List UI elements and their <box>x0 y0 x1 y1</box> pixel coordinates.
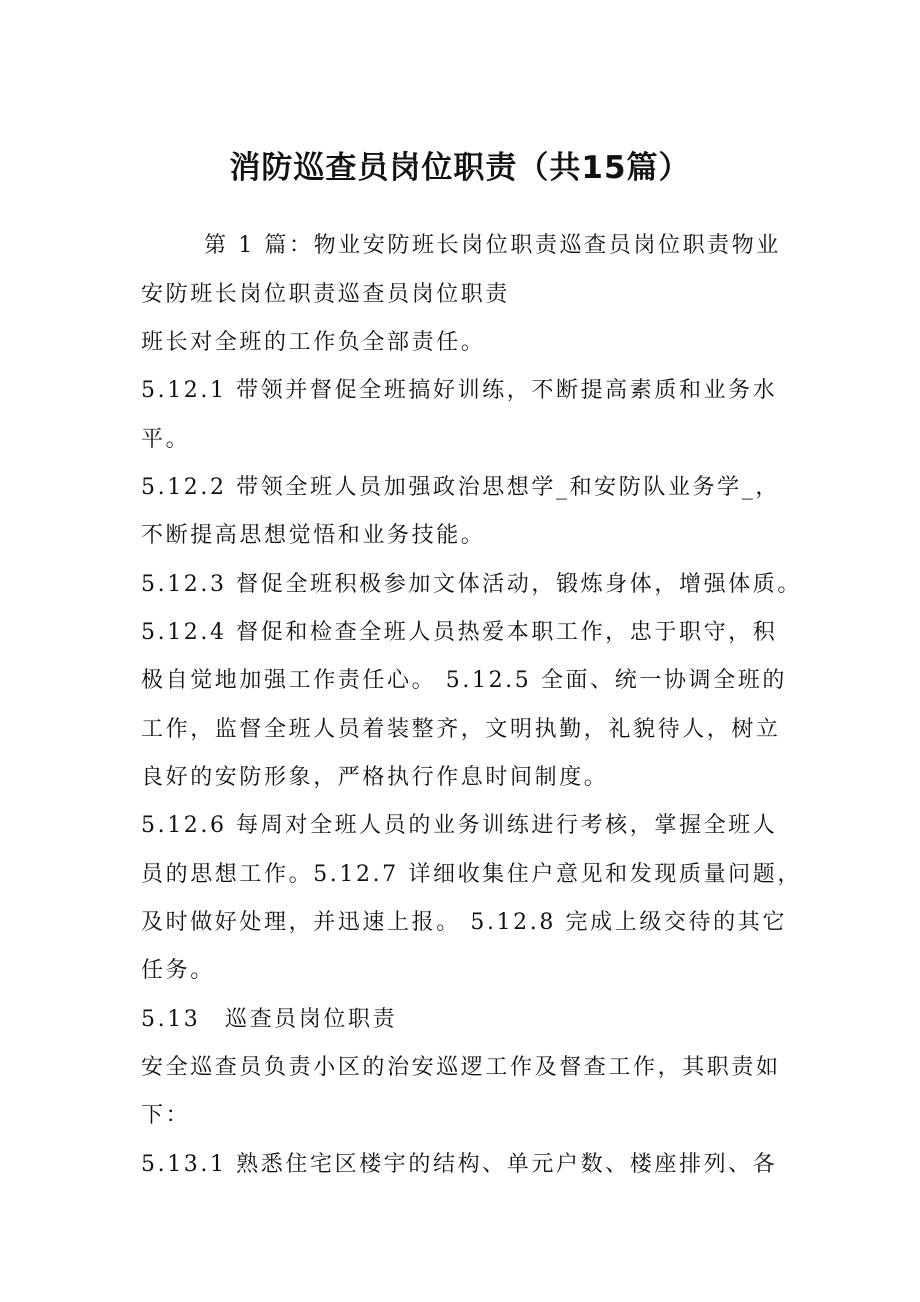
document-title: 消防巡查员岗位职责（共15篇） <box>229 150 691 186</box>
text-line: 不断提高思想觉悟和业务技能。 <box>141 523 486 548</box>
text-line: 5.12.6 每周对全班人员的业务训练进行考核，掌握全班人 <box>141 813 778 838</box>
text-line: 安全巡查员负责小区的治安巡逻工作及督查工作，其职责如 <box>141 1055 781 1080</box>
text-line: 5.12.3 督促全班积极参加文体活动，锻炼身体，增强体质。 <box>141 572 802 597</box>
section-heading: 5.13 巡查员岗位职责 <box>141 1007 398 1032</box>
text-line: 极自觉地加强工作责任心。 5.12.5 全面、统一协调全班的 <box>141 668 787 693</box>
text-line: 及时做好处理，并迅速上报。 5.12.8 完成上级交待的其它 <box>141 910 787 935</box>
text-line: 5.13.1 熟悉住宅区楼宇的结构、单元户数、楼座排列、各 <box>141 1152 778 1177</box>
text-line: 良好的安防形象，严格执行作息时间制度。 <box>141 765 609 790</box>
text-line: 平。 <box>141 427 191 452</box>
text-line: 员的思想工作。5.12.7 详细收集住户意见和发现质量问题， <box>141 862 802 887</box>
text-line: 5.12.4 督促和检查全班人员热爱本职工作，忠于职守，积 <box>141 620 778 645</box>
text-line: 5.12.2 带领全班人员加强政治思想学_和安防队业务学_， <box>141 475 780 500</box>
text-line: 任务。 <box>141 958 215 983</box>
text-line: 5.12.1 带领并督促全班搞好训练，不断提高素质和业务水 <box>141 378 778 403</box>
text-line: 第 1 篇：物业安防班长岗位职责巡查员岗位职责物业 <box>204 233 781 258</box>
text-line: 班长对全班的工作负全部责任。 <box>141 330 486 355</box>
text-line: 工作，监督全班人员着装整齐，文明执勤，礼貌待人，树立 <box>141 717 781 742</box>
text-line: 安防班长岗位职责巡查员岗位职责 <box>141 282 511 307</box>
text-line: 下： <box>141 1103 191 1128</box>
